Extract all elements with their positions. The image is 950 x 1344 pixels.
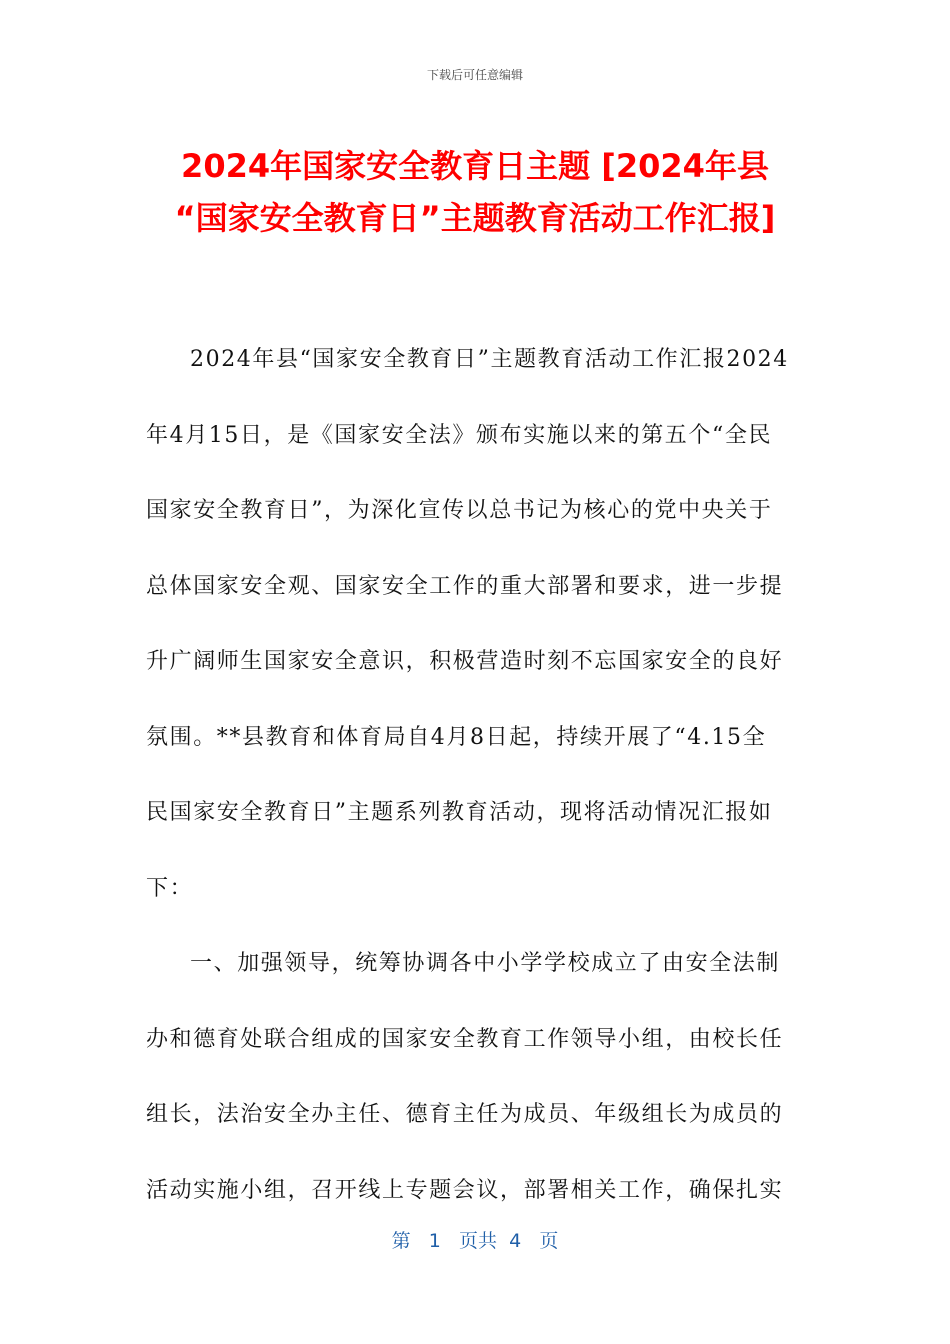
- current-page-number: 1: [428, 1230, 441, 1252]
- body-line: 活动实施小组，召开线上专题会议，部署相关工作，确保扎实: [146, 1177, 784, 1203]
- title-line-2: “国家安全教育日”主题教育活动工作汇报]: [174, 199, 776, 237]
- total-pages-number: 4: [509, 1230, 522, 1252]
- footer-label-di: 第: [391, 1230, 411, 1252]
- body-line: 下：: [146, 875, 194, 901]
- header-note: 下载后可任意编辑: [426, 68, 523, 82]
- document-title: [120, 140, 830, 244]
- body-line: 2024年县“国家安全教育日”主题教育活动工作汇报2024: [190, 347, 789, 372]
- body-line: 办和德育处联合组成的国家安全教育工作领导小组，由校长任: [146, 1026, 784, 1052]
- body-line: 民国家安全教育日”主题系列教育活动，现将活动情况汇报如: [146, 800, 773, 825]
- body-line: 国家安全教育日”，为深化宣传以总书记为核心的党中央关于: [146, 498, 773, 523]
- document-body: [146, 322, 806, 1228]
- paragraph-1: [146, 322, 806, 926]
- body-line: 一、加强领导，统筹协调各中小学学校成立了由安全法制: [190, 951, 781, 976]
- title-line-1: 2024年国家安全教育日主题 [2024年县: [181, 147, 769, 185]
- footer-label-ye: 页: [539, 1230, 559, 1252]
- body-line: 总体国家安全观、国家安全工作的重大部署和要求，进一步提: [146, 573, 784, 599]
- paragraph-2: [146, 926, 806, 1228]
- body-line: 年4月15日，是《国家安全法》颁布实施以来的第五个“全民: [146, 422, 773, 448]
- body-line: 升广阔师生国家安全意识，积极营造时刻不忘国家安全的良好: [146, 649, 784, 674]
- footer-label-ye-gong: 页共: [459, 1230, 498, 1252]
- page-footer: [0, 1226, 950, 1253]
- body-line: 组长，法治安全办主任、德育主任为成员、年级组长为成员的: [146, 1102, 784, 1127]
- body-line: 氛围。**县教育和体育局自4月8日起，持续开展了“4.15全: [146, 724, 767, 750]
